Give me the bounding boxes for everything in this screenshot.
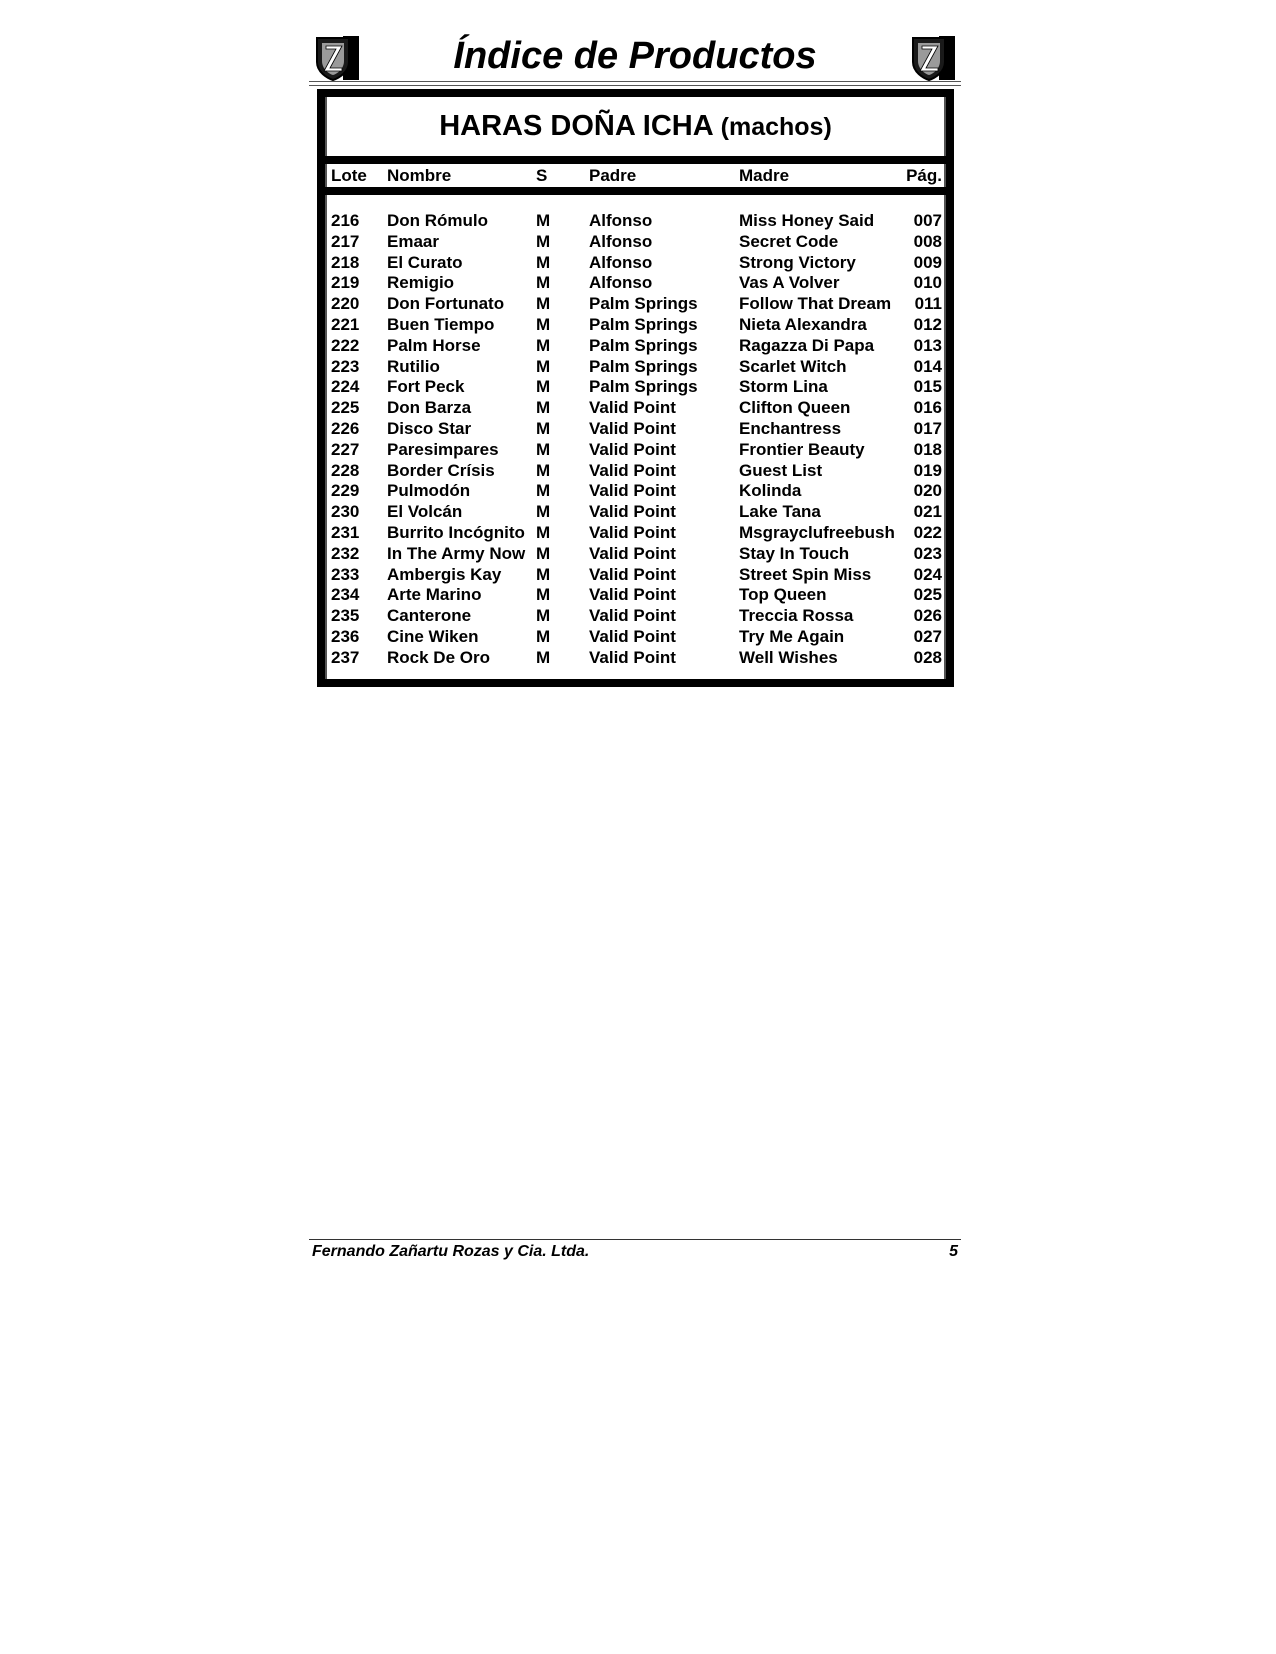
table-row [325,419,946,440]
cell-padre: Palm Springs [589,356,698,376]
cell-pagina: 017 [913,418,942,438]
page-header [309,30,961,86]
cell-madre: Try Me Again [739,626,845,646]
cell-sexo: M [536,522,551,542]
cell-lote: 218 [331,252,360,272]
product-index-box [317,89,954,687]
table-row [325,461,946,482]
cell-padre: Palm Springs [589,294,698,314]
cell-pagina: 007 [913,211,942,230]
cell-pagina: 016 [913,398,942,418]
cell-nombre: Cine Wiken [387,626,479,646]
cell-padre: Valid Point [589,460,676,480]
cell-lote: 228 [331,460,360,480]
cell-lote: 227 [331,439,360,459]
cell-sexo: M [536,335,551,355]
table-row [325,565,946,586]
cell-padre: Palm Springs [589,377,698,397]
cell-nombre: Buen Tiempo [387,314,495,334]
cell-madre: Top Queen [739,585,827,605]
table-row [325,502,946,523]
cell-lote: 224 [331,377,360,397]
cell-pagina: 019 [913,460,942,480]
cell-nombre: Rutilio [387,356,440,376]
cell-padre: Valid Point [589,626,676,646]
cell-sexo: M [536,231,551,251]
col-header-sexo: S [536,166,548,185]
table-row [325,253,946,274]
page-footer [309,1239,961,1260]
shield-z-logo-icon [909,34,957,82]
cell-sexo: M [536,564,551,584]
table-row [325,627,946,648]
table-body [325,211,946,669]
cell-pagina: 028 [913,647,942,667]
cell-nombre: Paresimpares [387,439,499,459]
cell-madre: Scarlet Witch [739,356,847,376]
cell-nombre: Arte Marino [387,585,482,605]
table-row [325,273,946,294]
cell-nombre: Don Barza [387,398,472,418]
cell-pagina: 022 [913,522,942,542]
cell-pagina: 025 [913,585,942,605]
divider-bar [317,187,954,195]
cell-nombre: Don Rómulo [387,211,489,230]
section-title-sub: (machos) [720,113,832,141]
cell-lote: 236 [331,626,360,646]
cell-sexo: M [536,606,551,626]
cell-padre: Valid Point [589,564,676,584]
cell-pagina: 008 [913,231,942,251]
cell-sexo: M [536,418,551,438]
cell-sexo: M [536,377,551,397]
cell-madre: Treccia Rossa [739,606,854,626]
cell-madre: Vas A Volver [739,273,840,293]
cell-lote: 234 [331,585,360,605]
cell-lote: 231 [331,522,360,542]
cell-madre: Enchantress [739,418,842,438]
cell-sexo: M [536,481,551,501]
cell-nombre: In The Army Now [387,543,526,563]
cell-sexo: M [536,398,551,418]
cell-sexo: M [536,294,551,314]
cell-sexo: M [536,647,551,667]
cell-sexo: M [536,439,551,459]
cell-nombre: Border Crísis [387,460,495,480]
cell-nombre: Ambergis Kay [387,564,502,584]
cell-lote: 235 [331,606,360,626]
cell-lote: 225 [331,398,360,418]
col-header-padre: Padre [589,166,637,185]
footer-company: Fernando Zañartu Rozas y Cia. Ltda. [312,1243,590,1260]
cell-sexo: M [536,585,551,605]
table-row [325,357,946,378]
table-row [325,294,946,315]
divider-bar [317,156,954,164]
cell-madre: Stay In Touch [739,543,850,563]
cell-lote: 216 [331,211,360,230]
cell-padre: Valid Point [589,543,676,563]
cell-madre: Secret Code [739,231,839,251]
section-title [325,97,946,156]
cell-nombre: El Volcán [387,502,463,522]
cell-pagina: 013 [913,335,942,355]
cell-padre: Alfonso [589,231,653,251]
cell-pagina: 026 [913,606,942,626]
cell-padre: Valid Point [589,439,676,459]
page-number: 5 [949,1243,958,1260]
col-header-nombre: Nombre [387,166,452,185]
cell-sexo: M [536,626,551,646]
table-row [325,398,946,419]
cell-pagina: 027 [913,626,942,646]
cell-pagina: 023 [913,543,942,563]
cell-padre: Valid Point [589,585,676,605]
cell-nombre: Disco Star [387,418,472,438]
cell-lote: 222 [331,335,360,355]
cell-madre: Miss Honey Said [739,211,875,230]
cell-lote: 217 [331,231,360,251]
table-row [325,315,946,336]
cell-padre: Palm Springs [589,335,698,355]
cell-sexo: M [536,252,551,272]
cell-nombre: Rock De Oro [387,647,490,667]
cell-nombre: Palm Horse [387,335,481,355]
cell-lote: 226 [331,418,360,438]
cell-pagina: 011 [914,294,942,314]
cell-padre: Alfonso [589,273,653,293]
cell-nombre: Canterone [387,606,472,626]
cell-madre: Ragazza Di Papa [739,335,875,355]
col-header-lote: Lote [331,166,367,185]
cell-sexo: M [536,460,551,480]
cell-sexo: M [536,211,551,230]
cell-pagina: 015 [913,377,942,397]
cell-nombre: Pulmodón [387,481,471,501]
cell-madre: Msgrayclufreebush [739,522,895,542]
cell-pagina: 009 [913,252,942,272]
cell-nombre: Remigio [387,273,455,293]
table-row [325,585,946,606]
cell-lote: 221 [331,314,360,334]
cell-lote: 223 [331,356,360,376]
table-row [325,648,946,669]
cell-lote: 230 [331,502,360,522]
table-row [325,440,946,461]
cell-madre: Guest List [739,460,823,480]
cell-madre: Storm Lina [739,377,828,397]
cell-lote: 237 [331,647,360,667]
cell-nombre: Fort Peck [387,377,465,397]
table-row [325,232,946,253]
cell-madre: Street Spin Miss [739,564,872,584]
cell-padre: Valid Point [589,398,676,418]
cell-padre: Valid Point [589,647,676,667]
col-header-madre: Madre [739,166,790,185]
cell-lote: 229 [331,481,360,501]
col-header-pagina: Pág. [906,166,942,185]
shield-z-logo-icon [313,34,361,82]
cell-nombre: Emaar [387,231,439,251]
cell-padre: Alfonso [589,252,653,272]
cell-padre: Alfonso [589,211,653,230]
cell-pagina: 024 [913,564,942,584]
cell-madre: Well Wishes [739,647,838,667]
cell-padre: Palm Springs [589,314,698,334]
cell-madre: Clifton Queen [739,398,851,418]
cell-madre: Follow That Dream [739,294,892,314]
footer-rule [309,1239,961,1240]
cell-padre: Valid Point [589,418,676,438]
cell-lote: 220 [331,294,360,314]
table-row [325,523,946,544]
table-row [325,544,946,565]
cell-lote: 232 [331,543,360,563]
table-row [325,336,946,357]
cell-nombre: El Curato [387,252,463,272]
table-row [325,377,946,398]
cell-madre: Lake Tana [739,502,821,522]
cell-nombre: Burrito Incógnito [387,522,525,542]
cell-madre: Kolinda [739,481,802,501]
cell-lote: 219 [331,273,360,293]
cell-pagina: 020 [913,481,942,501]
header-rule [309,81,961,86]
cell-padre: Valid Point [589,481,676,501]
cell-padre: Valid Point [589,502,676,522]
cell-pagina: 012 [913,314,942,334]
cell-sexo: M [536,543,551,563]
cell-sexo: M [536,273,551,293]
cell-madre: Strong Victory [739,252,856,272]
table-row [325,606,946,627]
cell-padre: Valid Point [589,606,676,626]
cell-sexo: M [536,502,551,522]
cell-lote: 233 [331,564,360,584]
table-header [325,164,946,187]
cell-sexo: M [536,356,551,376]
cell-pagina: 021 [913,502,942,522]
cell-sexo: M [536,314,551,334]
cell-madre: Frontier Beauty [739,439,865,459]
cell-pagina: 010 [913,273,942,293]
cell-madre: Nieta Alexandra [739,314,867,334]
cell-pagina: 014 [913,356,942,376]
table-row [325,211,946,232]
page-title: Índice de Productos [453,35,817,77]
cell-padre: Valid Point [589,522,676,542]
cell-nombre: Don Fortunato [387,294,505,314]
cell-pagina: 018 [913,439,942,459]
table-row [325,481,946,502]
section-title-main: HARAS DOÑA ICHA [439,110,713,142]
